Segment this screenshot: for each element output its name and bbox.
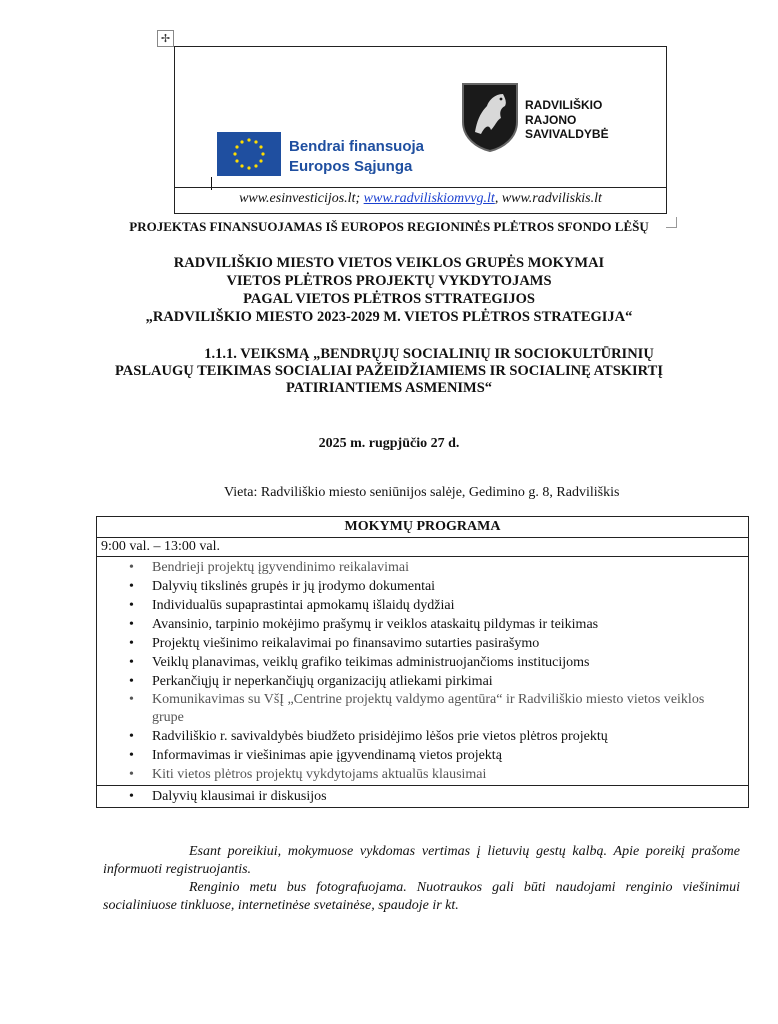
program-item: • Avansinio, tarpinio mokėjimo prašymų ir veiklos ataskaitų pildymas ir teikimas <box>97 615 748 634</box>
program-item-final: • Dalyvių klausimai ir diskusijos <box>97 787 748 806</box>
notes <box>103 843 740 915</box>
note-photography: Renginio metu bus fotografuojama. Nuotraukos gali būti naudojami renginio viešinimui socialiniuose tinkluose, internetinėse svetainėse, spaudoje ir kt. <box>103 880 740 913</box>
program-item: • Informavimas ir viešinimas apie įgyvendinamą vietos projektą <box>97 746 748 765</box>
program-item: • Dalyvių tikslinės grupės ir jų įrodymo dokumentai <box>97 577 748 596</box>
event-venue: Vieta: Radviliškio miesto seniūnijos salėje, Gedimino g. 8, Radviliškis <box>224 485 620 500</box>
program-item: • Projektų viešinimo reikalavimai po finansavimo sutarties pasirašymo <box>97 634 748 653</box>
program-list <box>97 557 748 785</box>
program-heading: MOKYMŲ PROGRAMA <box>97 517 748 538</box>
program-item: • Radviliškio r. savivaldybės biudžeto prisidėjimo lėšos prie vietos plėtros projektų <box>97 727 748 746</box>
action-title <box>0 346 778 397</box>
eu-flag-icon <box>217 132 281 176</box>
funding-note: PROJEKTAS FINANSUOJAMAS IŠ EUROPOS REGIONINĖS PLĖTROS SFONDO LĖŠŲ <box>129 219 649 234</box>
program-item: • Bendrieji projektų įgyvendinimo reikalavimai <box>97 558 748 577</box>
event-title-line-2: VIETOS PLĖTROS PROJEKTŲ VYKDYTOJAMS <box>226 273 552 289</box>
municipality-label: RADVILIŠKIO RAJONO SAVIVALDYBĖ <box>525 98 609 141</box>
text-cursor <box>211 177 212 190</box>
program-table <box>96 516 749 808</box>
program-time: 9:00 val. – 13:00 val. <box>97 538 748 557</box>
action-title-line-1: 1.1.1. VEIKSMĄ „BENDRŲJŲ SOCIALINIŲ IR SOCIOKULTŪRINIŲ <box>204 346 654 362</box>
program-item: • Kiti vietos plėtros projektų vykdytojams aktualūs klausimai <box>97 765 748 784</box>
link-radviliskis: www.radviliskis.lt <box>501 191 602 206</box>
action-title-line-2: PASLAUGŲ TEIKIMAS SOCIALIAI PAŽEIDŽIAMIEMS IR SOCIALINĘ ATSKIRTĮ <box>115 363 663 379</box>
program-item: • Veiklų planavimas, veiklų grafiko teikimas administruojančioms institucijoms <box>97 653 748 672</box>
note-sign-language: Esant poreikiui, mokymuose vykdomas vertimas į lietuvių gestų kalbą. Apie poreikį prašome informuoti registruojantis. <box>103 844 740 877</box>
header-links: www.esinvesticijos.lt; www.radviliskiomvvg.lt, www.radviliskis.lt <box>239 191 602 206</box>
header-logo-box <box>174 46 667 214</box>
municipality-coat-of-arms-icon <box>461 82 519 152</box>
program-item: • Komunikavimas su VšĮ „Centrine projektų valdymo agentūra“ ir Radviliškio miesto vietos veiklos grupe <box>97 691 748 727</box>
program-final-list <box>97 786 748 807</box>
action-title-line-3: PATIRIANTIEMS ASMENIMS“ <box>285 380 493 396</box>
link-radviliskiomvvg[interactable]: www.radviliskiomvvg.lt <box>363 191 495 206</box>
header-divider <box>175 187 666 188</box>
program-item: • Individualūs supaprastintai apmokamų išlaidų dydžiai <box>97 596 748 615</box>
event-title-line-1: RADVILIŠKIO MIESTO VIETOS VEIKLOS GRUPĖS MOKYMAI <box>173 255 605 271</box>
program-item: • Perkančiųjų ir neperkančiųjų organizacijų atliekami pirkimai <box>97 672 748 691</box>
event-title-line-3: PAGAL VIETOS PLĖTROS STTRATEGIJOS <box>243 291 535 307</box>
table-move-handle[interactable]: ✢ <box>157 30 174 47</box>
link-esinvesticijos: www.esinvesticijos.lt; <box>239 191 361 206</box>
event-date: 2025 m. rugpjūčio 27 d. <box>318 436 460 451</box>
event-title-line-4: „RADVILIŠKIO MIESTO 2023-2029 M. VIETOS PLĖTROS STRATEGIJA“ <box>145 309 633 325</box>
eu-funding-label: Bendrai finansuoja Europos Sąjunga <box>289 138 425 175</box>
